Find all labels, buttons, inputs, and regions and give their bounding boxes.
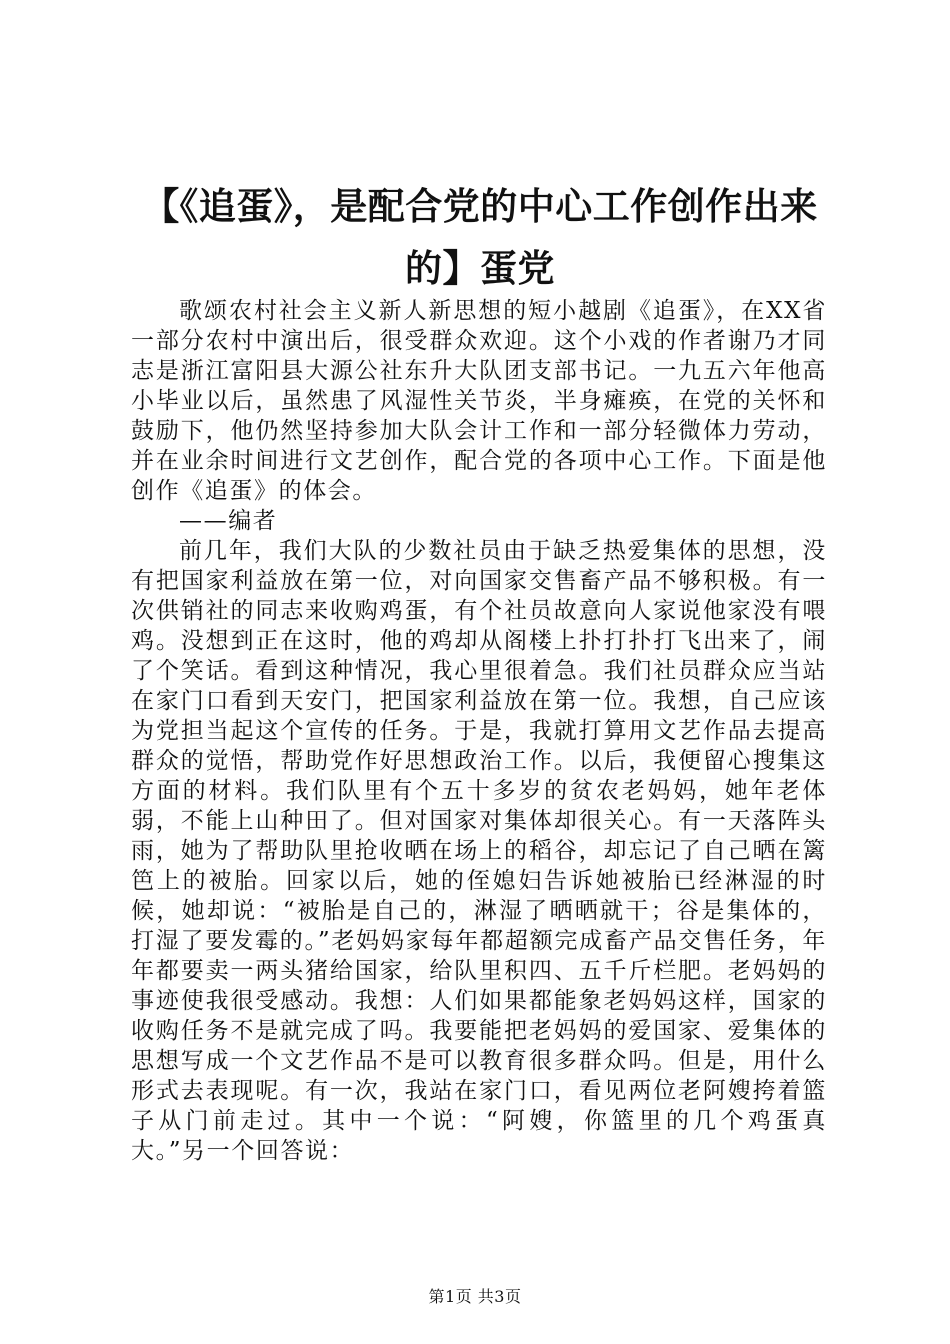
page-number-footer: 第1页 共3页 [428, 1287, 522, 1306]
editor-signature: ——编者 [179, 508, 278, 534]
document-body [131, 296, 827, 1166]
document-title: 【《追蛋》，是配合党的中心工作创作出来的】蛋党 [142, 185, 818, 290]
editor-note-paragraph: 歌颂农村社会主义新人新思想的短小越剧《追蛋》，在XX省一部分农村中演出后，很受群众欢迎。这个小戏的作者谢乃才同志是浙江富阳县大源公社东升大队团支部书记。一九五六年他高小毕业以后，虽然患了风湿性关节炎，半身瘫痪，在党的关怀和鼓励下，他仍然坚持参加大队会计工作和一部分轻微体力劳动，并在业余时间进行文艺创作，配合党的各项中心工作。下面是他创作《追蛋》的体会。 [131, 298, 827, 504]
body-paragraph: 前几年，我们大队的少数社员由于缺乏热爱集体的思想，没有把国家利益放在第一位，对向国家交售畜产品不够积极。有一次供销社的同志来收购鸡蛋，有个社员故意向人家说他家没有喂鸡。没想到正在这时，他的鸡却从阁楼上扑打扑打飞出来了，闹了个笑话。看到这种情况，我心里很着急。我们社员群众应当站在家门口看到天安门，把国家利益放在第一位。我想，自己应该为党担当起这个宣传的任务。于是，我就打算用文艺作品去提高群众的觉悟，帮助党作好思想政治工作。以后，我便留心搜集这方面的材料。我们队里有个五十多岁的贫农老妈妈，她年老体弱，不能上山种田了。但对国家对集体却很关心。有一天落阵头雨，她为了帮助队里抢收晒在场上的稻谷，却忘记了自己晒在篱笆上的被胎。回家以后，她的侄媳妇告诉她被胎已经淋湿的时候，她却说：“被胎是自己的，淋湿了晒晒就干；谷是集体的，打湿了要发霉的。”老妈妈家每年都超额完成畜产品交售任务，年年都要卖一两头猪给国家，给队里积四、五千斤栏肥。老妈妈的事迹使我很受感动。我想：人们如果都能象老妈妈这样，国家的收购任务不是就完成了吗。我要能把老妈妈的爱国家、爱集体的思想写成一个文艺作品不是可以教育很多群众吗。但是，用什么形式去表现呢。有一次，我站在家门口，看见两位老阿嫂挎着篮子从门前走过。其中一个说：“阿嫂，你篮里的几个鸡蛋真大。”另一个回答说： [131, 538, 827, 1164]
